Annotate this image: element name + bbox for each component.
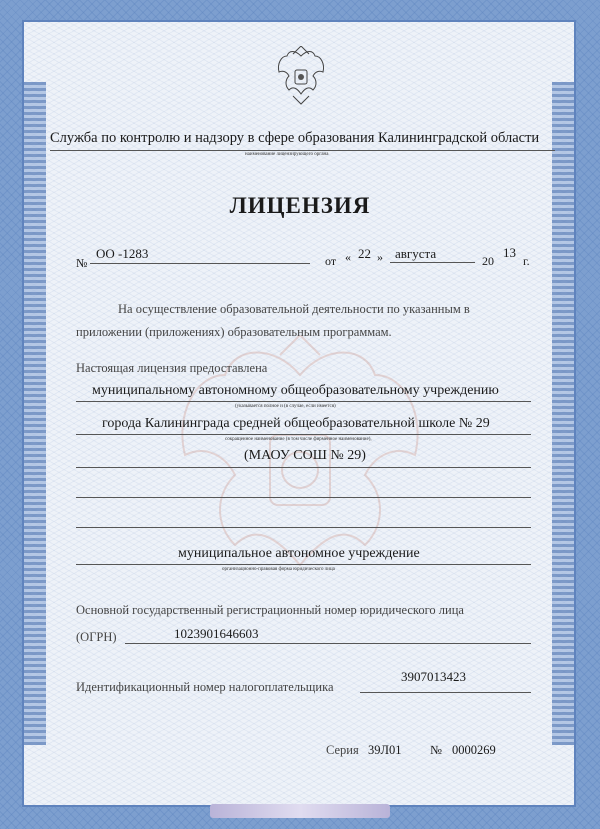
- left-border-ornament: [24, 82, 46, 745]
- number-prefix: №: [76, 256, 88, 270]
- coat-of-arms-icon: [275, 46, 327, 108]
- legal-form: муниципальное автономное учреждение: [178, 546, 420, 561]
- issuing-authority: Служба по контролю и надзору в сфере образования Калининградской области: [50, 130, 540, 146]
- org-underline-3: [76, 467, 531, 468]
- document-title: ЛИЦЕНЗИЯ: [229, 193, 371, 218]
- org-underline-2: [76, 434, 531, 435]
- inn-underline: [360, 692, 531, 693]
- year-prefix: 20: [482, 254, 494, 268]
- month-underline: [390, 262, 475, 263]
- org-caption-1: (указывается полное и (в случае, если имеется): [235, 404, 336, 409]
- date-day: 22: [358, 246, 371, 261]
- purpose-line-1: На осуществление образовательной деятельности по указанным в: [118, 302, 470, 316]
- legal-form-underline: [76, 564, 531, 565]
- year-suffix: г.: [523, 254, 530, 268]
- purpose-line-2: приложении (приложениях) образовательным программам.: [76, 325, 392, 339]
- organization-line-1: муниципальному автономному общеобразовательному учреждению: [92, 383, 499, 398]
- authority-caption: наименование лицензирующего органа: [245, 152, 329, 157]
- hologram-strip: [210, 804, 390, 818]
- date-open-quote: «: [345, 250, 351, 264]
- authority-underline: [50, 150, 555, 151]
- ogrn-underline: [125, 643, 531, 644]
- series-value: 39Л01: [368, 743, 402, 757]
- inn-label: Идентификационный номер налогоплательщика: [76, 680, 334, 694]
- ogrn-label-line-1: Основной государственный регистрационный номер юридического лица: [76, 603, 464, 617]
- series-label: Серия: [326, 743, 359, 757]
- inn-value: 3907013423: [401, 669, 466, 684]
- right-border-ornament: [552, 82, 574, 745]
- legal-form-caption: организационно-правовая форма юридического лица: [222, 567, 335, 572]
- org-caption-2: сокращенное наименование (в том числе фирменное наименование),: [225, 437, 372, 442]
- date-month: августа: [395, 246, 437, 261]
- ogrn-label-line-2: (ОГРН): [76, 630, 117, 644]
- serial-prefix: №: [430, 743, 442, 757]
- org-underline-1: [76, 401, 531, 402]
- blank-line-2: [76, 527, 531, 528]
- date-close-quote: »: [377, 250, 383, 264]
- date-from-label: от: [325, 254, 337, 268]
- granted-label: Настоящая лицензия предоставлена: [76, 361, 268, 375]
- blank-line-1: [76, 497, 531, 498]
- date-year: 13: [503, 245, 516, 260]
- ogrn-value: 1023901646603: [174, 626, 259, 641]
- organization-line-2: города Калининграда средней общеобразовательной школе № 29: [102, 416, 490, 431]
- organization-short-name: (МАОУ СОШ № 29): [244, 448, 366, 463]
- serial-number: 0000269: [452, 743, 496, 757]
- license-number: ОО -1283: [96, 246, 149, 261]
- number-underline: [90, 263, 310, 264]
